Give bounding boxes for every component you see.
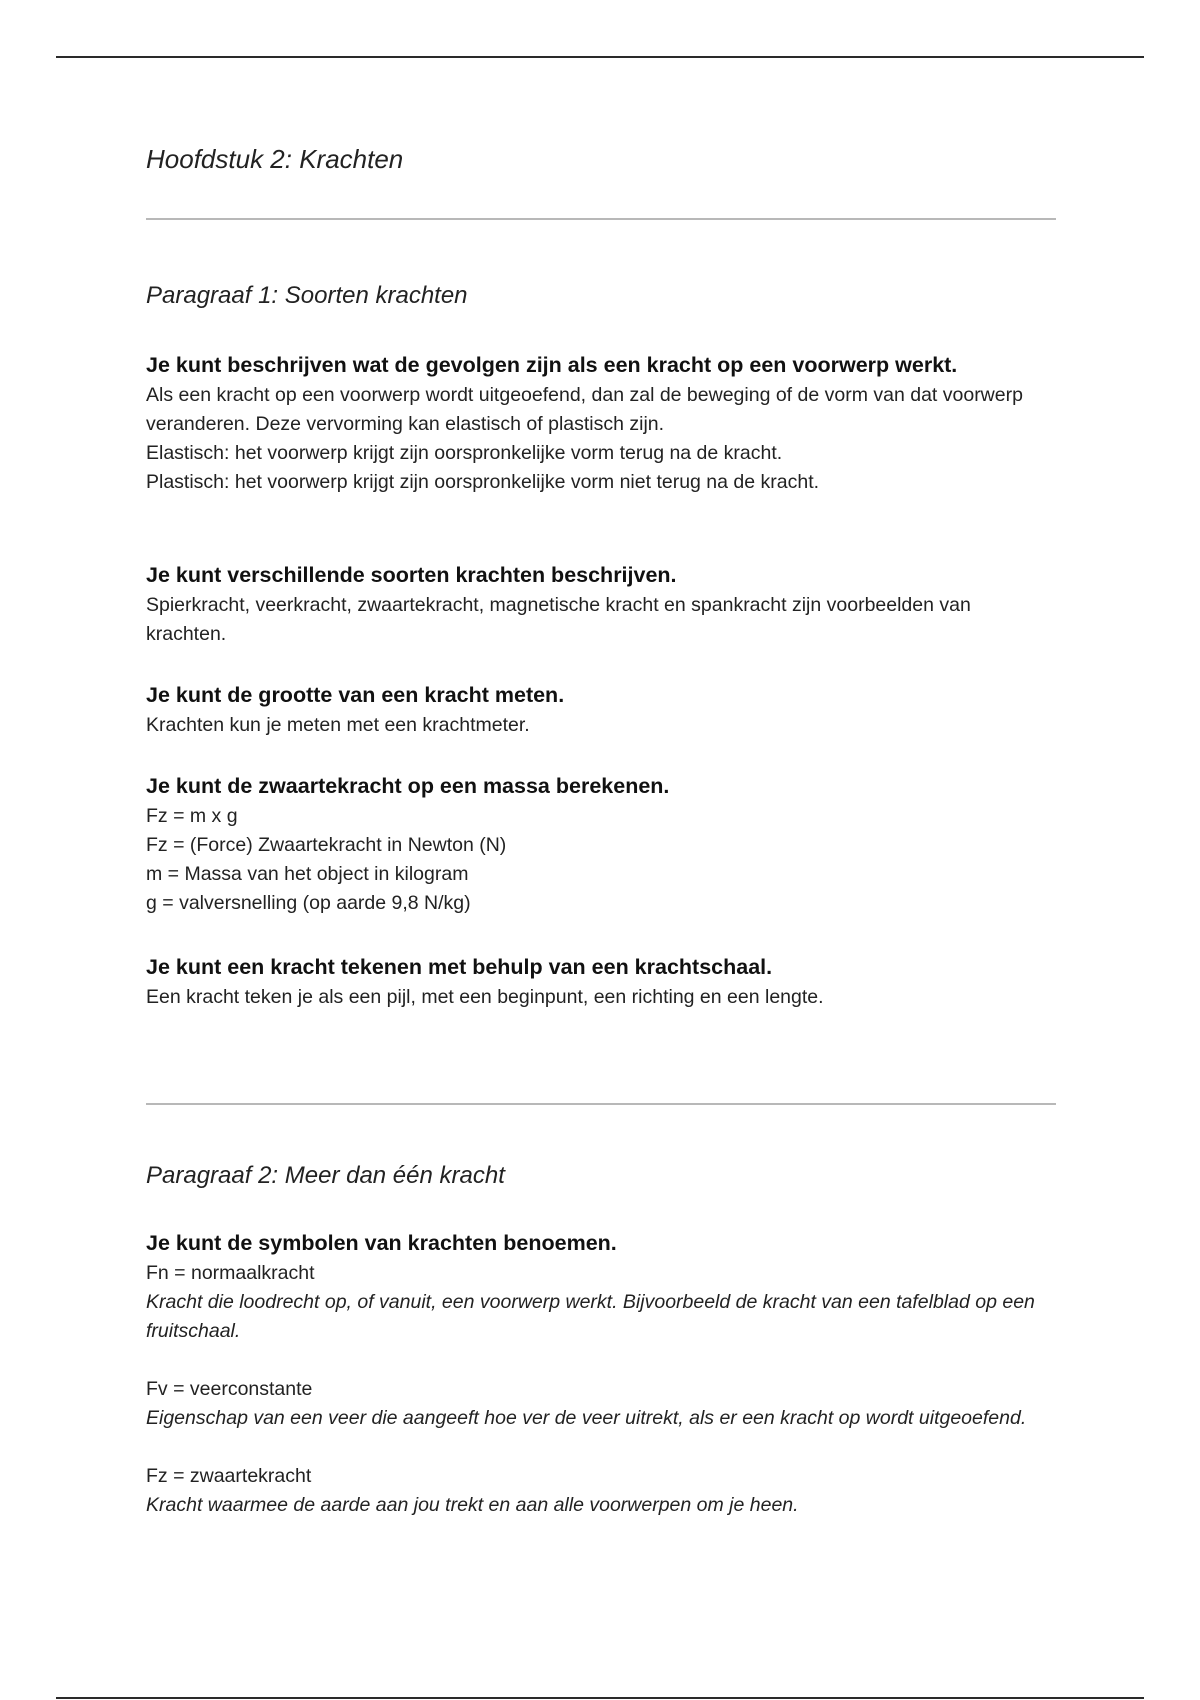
section-title-2: Paragraaf 2: Meer dan één kracht [146,1162,505,1189]
learning-goal-block [146,350,1056,497]
chapter-title: Hoofdstuk 2: Krachten [146,144,404,174]
learning-goal-heading: Je kunt de grootte van een kracht meten. [146,683,565,707]
body-text: Krachten kun je meten met een krachtmeter. [146,714,530,736]
page-top-rule [56,56,1144,58]
learning-goal-heading: Je kunt de symbolen van krachten benoemen. [146,1231,617,1255]
body-text: Elastisch: het voorwerp krijgt zijn oorspronkelijke vorm terug na de kracht. [146,442,783,464]
learning-goal-heading: Je kunt verschillende soorten krachten beschrijven. [146,563,677,587]
formula-line: Fz = m x g [146,805,238,827]
symbol-term: Fz = zwaartekracht [146,1465,312,1487]
symbol-description: Kracht waarmee de aarde aan jou trekt en aan alle voorwerpen om je heen. [146,1494,799,1516]
learning-goal-block [146,771,1056,918]
learning-goal-block [146,1228,1056,1520]
section-divider [146,218,1056,220]
symbol-description: Kracht die loodrecht op, of vanuit, een voorwerp werkt. Bijvoorbeeld de kracht van een tafelblad op een fruitschaal. [146,1291,1035,1342]
learning-goal-block [146,560,1056,649]
page-bottom-rule [56,1697,1144,1699]
symbol-term: Fn = normaalkracht [146,1262,315,1284]
formula-line: g = valversnelling (op aarde 9,8 N/kg) [146,892,471,914]
learning-goal-heading: Je kunt beschrijven wat de gevolgen zijn als een kracht op een voorwerp werkt. [146,353,958,377]
learning-goal-block [146,680,1056,740]
learning-goal-block [146,952,1056,1012]
learning-goal-heading: Je kunt een kracht tekenen met behulp van een krachtschaal. [146,955,773,979]
body-text: Spierkracht, veerkracht, zwaartekracht, magnetische kracht en spankracht zijn voorbeelden van krachten. [146,594,971,645]
symbol-term: Fv = veerconstante [146,1378,313,1400]
formula-line: m = Massa van het object in kilogram [146,863,469,885]
section-divider [146,1103,1056,1105]
formula-line: Fz = (Force) Zwaartekracht in Newton (N) [146,834,507,856]
body-text: Als een kracht op een voorwerp wordt uitgeoefend, dan zal de beweging of de vorm van dat voorwerp veranderen. Deze vervorming kan elastisch of plastisch zijn. [146,384,1023,435]
body-text: Een kracht teken je als een pijl, met een beginpunt, een richting en een lengte. [146,986,824,1008]
section-title-1: Paragraaf 1: Soorten krachten [146,282,468,309]
learning-goal-heading: Je kunt de zwaartekracht op een massa berekenen. [146,774,670,798]
symbol-description: Eigenschap van een veer die aangeeft hoe ver de veer uitrekt, als er een kracht op wordt uitgeoefend. [146,1407,1027,1429]
body-text: Plastisch: het voorwerp krijgt zijn oorspronkelijke vorm niet terug na de kracht. [146,471,820,493]
